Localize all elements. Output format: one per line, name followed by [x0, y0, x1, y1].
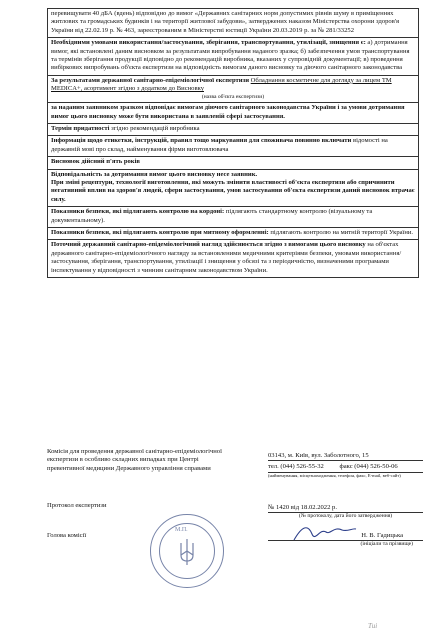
- commission-phone: тел. (044) 526-55-32: [268, 463, 324, 471]
- customs-control-label: Показники безпеки, які підлягають контролю при митному оформленні:: [51, 229, 269, 237]
- supervision-label: Поточний державний санітарно-епідеміологічний нагляд здійснюється згідно з вимогами цього висновку: [51, 241, 366, 249]
- responsibility: [47, 170, 419, 208]
- labeling-text: відомості на державній мові про склад, найменування фірми виготовлювача: [51, 137, 388, 153]
- stamp-mp: М.П.: [175, 527, 188, 533]
- head-name: Н. В. Гадицька: [268, 532, 423, 541]
- noise-requirements: [47, 8, 419, 38]
- border-control-text: підлягають стандартному контролю (візуальному та документальному).: [51, 208, 373, 224]
- commission-address: 03143, м. Київ, вул. Заболотного, 15: [268, 452, 423, 461]
- head-label: Голова комісії: [47, 532, 87, 539]
- corner-mark: Тиі: [368, 622, 378, 630]
- commission-fax: факс (044) 526-50-06: [339, 463, 398, 471]
- invalidation-text: При зміні рецептури, технології виготовлення, які можуть змінити властивості об'єкта експертизи або спричинити негативний вплив на здоров'я людей, сфери застосування, умов застосування об'єкта експертизи даний висновок втрачає силу.: [51, 179, 415, 203]
- trident-icon: [177, 537, 197, 567]
- conformity-text: за наданим заявником зразком відповідає вимогам діючого санітарного законодавства України і за умови дотримання вимог цього висновку може бути використана в заявленій сфері застосування.: [51, 104, 405, 120]
- commission-name: Комісія для проведення державної санітарно-епідеміологічної експертизи в особливо складних випадках при Центрі превентивної медицини Державного управління справами: [47, 448, 222, 472]
- contacts-caption: (найменування, місцезнаходження, телефон, факс, E-mail, веб-сайт): [268, 472, 401, 478]
- commission-phones: [268, 463, 423, 472]
- expertise-results: [47, 76, 419, 103]
- signature-icon: [290, 520, 360, 546]
- conformity-statement: [47, 103, 419, 124]
- labeling-label: Інформація щодо етикетки, інструкцій, правил тощо маркування для споживача повинно включати: [51, 137, 352, 145]
- official-stamp: [150, 514, 224, 588]
- shelf-life: [47, 124, 419, 136]
- protocol-caption: (№ протоколу, дата його затвердження): [298, 513, 393, 520]
- usage-conditions: [47, 38, 419, 76]
- document-page: [47, 8, 419, 278]
- validity-text: Висновок дійсний п'ять років: [51, 158, 140, 166]
- protocol-value: № 1420 від 18.02.2022 р.: [268, 504, 423, 513]
- supervision-text: на об'єктах державного санітарно-епідеміологічного нагляду за встановленими медичними критеріями безпеки, умовами використання/застосування, зберігання, транспортування, утилізації і знищення у обсязі та з періодичністю, визначеними програмами інспектування у відповідності з чинним санітарним законодавством України.: [51, 241, 402, 274]
- expertise-object-caption: (назва об'єкта експертизи): [201, 93, 265, 100]
- protocol-block: [268, 504, 423, 520]
- protocol-label: Протокол експертизи: [47, 502, 107, 509]
- border-control-label: Показники безпеки, які підлягають контролю на кордоні:: [51, 208, 225, 216]
- head-caption: (ініціали та прізвище): [360, 541, 413, 548]
- supervision: [47, 240, 419, 278]
- border-control: [47, 207, 419, 228]
- usage-conditions-text: а) дотримання вимог, які встановлені даним висновком за результатами випробування наданого зразка; б) забезпечення умов транспортування та термінів зберігання продукції відповідно до рекомендацій виробника, вказаних у супровідній документації; в) проведення вибіркових випробувань об'єкта експертизи на відповідність вимогам даного висновку та діючого санітарного законодавства: [51, 39, 410, 72]
- expertise-results-label: За результатами державної санітарно-епідеміологічної експертизи: [51, 76, 250, 84]
- customs-control: [47, 228, 419, 240]
- shelf-life-value: згідно рекомендацій виробника: [111, 124, 200, 132]
- labeling-info: [47, 136, 419, 157]
- shelf-life-label: Термін придатності: [51, 124, 110, 132]
- commission-contacts: [268, 452, 423, 479]
- validity: [47, 157, 419, 169]
- usage-conditions-label: Необхідними умовами використання/застосування, зберігання, транспортування, утилізації, знищення є:: [51, 39, 366, 47]
- responsibility-text: Відповідальність за дотримання вимог цього висновку несе заявник.: [51, 170, 258, 178]
- noise-text: перевищувати 40 дБА (вдень) відповідно до вимог «Державних санітарних норм допустимих рівнів шуму в приміщеннях житлових та громадських будинків і на території житлової забудови», затверджених наказом Міністерства охорони здоров'я України від 22.02.19 р. № 463, зареєстрованим в Міністерстві юстиції України 20.03.2019 р. за № 281/33252: [51, 10, 400, 34]
- customs-control-text: підлягають контролю на митній території України.: [270, 229, 414, 237]
- expertise-object: Обладнання косметичне для догляду за лицем ТМ MEDICA+, асортимент згідно з додатком до Висновку: [51, 76, 392, 93]
